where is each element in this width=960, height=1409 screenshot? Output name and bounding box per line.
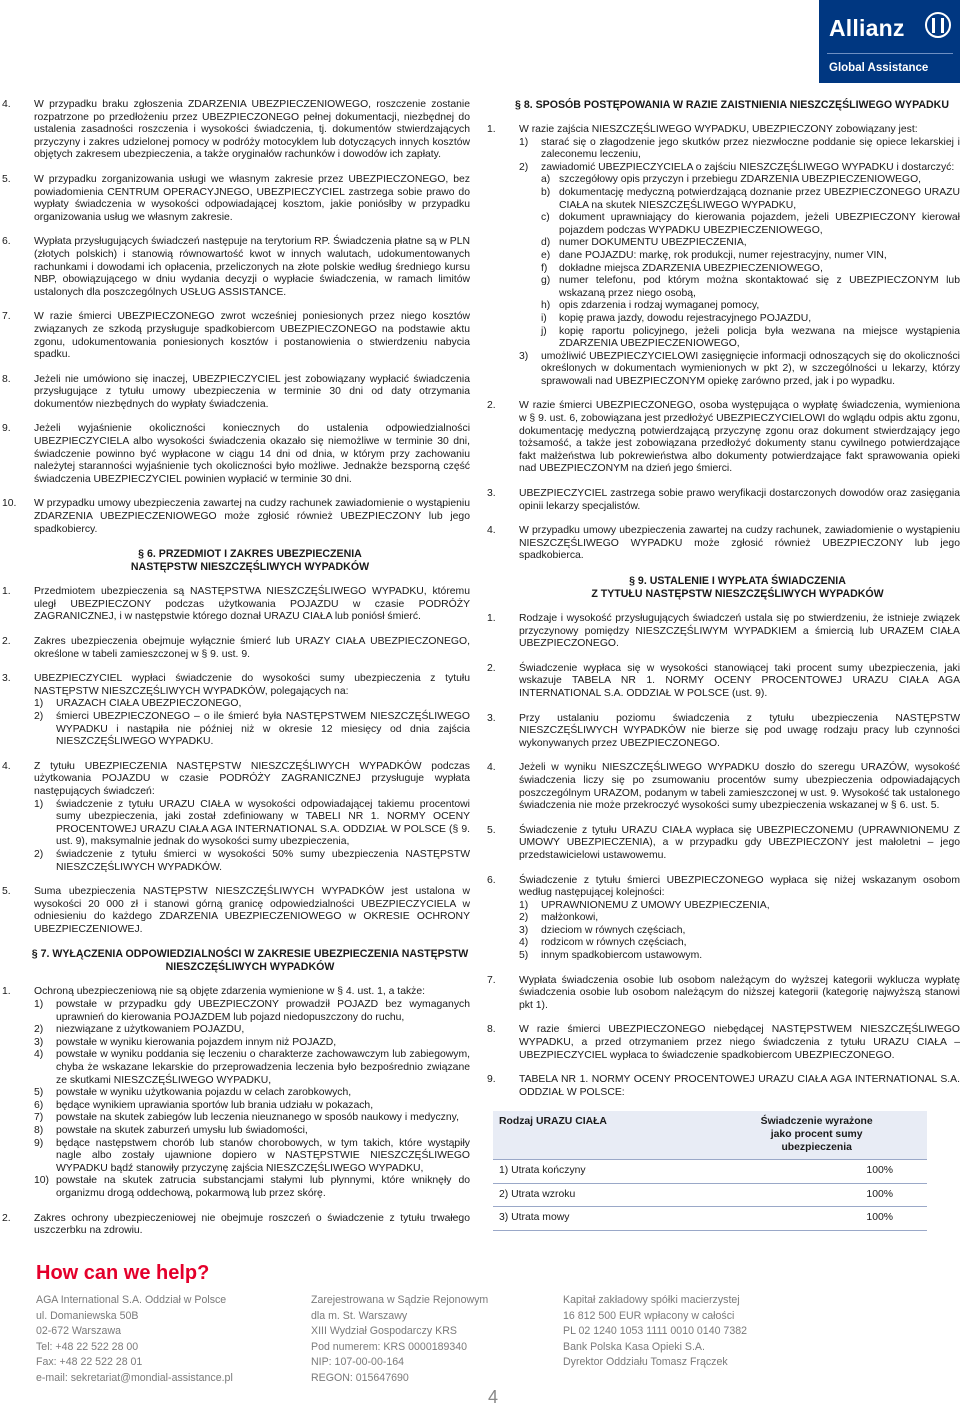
sub-list-item: b) dokumentację medyczną potwierdzającą doznanie przez UBEZPIECZONEGO URAZU CIAŁA na skutek NIESZCZĘŚLIWEGO WYPADKU, (541, 186, 960, 211)
table-cell-injury: 3) Utrata mowy (493, 1207, 706, 1231)
paragraph-text: Z tytułu UBEZPIECZENIA NASTĘPSTW NIESZCZĘŚLIWYCH WYPADKÓW podczas użytkowania POJAZDU w czasie PODRÓŻY ZAGRANICZNEJ przysługuje wypłata następujących świadczeń: (34, 760, 470, 797)
table-cell-injury: 1) Utrata kończyny (493, 1160, 706, 1184)
paragraph-text: Przedmiotem ubezpieczenia są NASTĘPSTWA NIESZCZĘŚLIWEGO WYPADKU, któremu uległ UBEZPIECZONY podczas użytkowania POJAZDU w czasie PODRÓŻY ZAGRANICZNEJ, i w następstwie którego doznał URAZU CIAŁA lub poniósł śmierć. (34, 586, 470, 623)
list-item: 2) małżonkowi, (519, 912, 599, 924)
list-item: 3) dzieciom w równych częściach, (519, 924, 686, 936)
footer-line: Tel: +48 22 522 28 00 (36, 1340, 139, 1353)
paragraph-text: Świadczenie wypłaca się w wysokości stanowiącej taki procent sumy ubezpieczenia, jaki wskazuje TABELA NR 1. NORMY OCENY PROCENTOWEJ URAZU CIAŁA AGA INTERNATIONAL S.A. ODDZIAŁ W POLSCE (ust. 9). (519, 662, 960, 699)
s6-paragraph-3: 3. UBEZPIECZYCIEL wypłaci świadczenie do wysokości sumy ubezpieczenia z tytułu NASTĘPSTW NIESZCZĘŚLIWYCH WYPADKÓW, polegających na: 1) URAZACH CIAŁA UBEZPIECZONEGO, 2) śmierci UBEZPIECZONEGO – o ile śmierć była NASTĘPSTWEM NIESZCZĘŚLIWEGO WYPADKU i nastąpiła nie później niż w okresie 12 miesięcy od dnia zajścia NIESZCZĘŚLIWEGO WYPADKU. (2, 673, 470, 748)
section-title-line2: NASTĘPSTW NIESZCZĘŚLIWYCH WYPADKÓW (130, 561, 370, 574)
brand-name: Allianz (829, 15, 905, 41)
list-item-text: opis zdarzenia i rodzaj wymaganej pomocy, (559, 300, 760, 312)
list-item: 5) powstałe w wyniku użytkowania pojazdu w celach zarobkowych, (34, 1087, 352, 1099)
table-cell-percent: 100% (706, 1183, 927, 1207)
s6-paragraph-2: 2. Zakres ubezpieczenia obejmuje wyłącznie śmierć lub URAZY CIAŁA UBEZPIECZONEGO, określone w tabeli zamieszczonej w § 9. ust. 9. (2, 636, 470, 660)
list-item-text: śmierci UBEZPIECZONEGO – o ile śmierć była NASTĘPSTWEM NIESZCZĘŚLIWEGO WYPADKU i nastąpiła nie później niż w okresie 12 miesięcy od dnia zajścia NIESZCZĘŚLIWEGO WYPADKU. (56, 710, 470, 748)
injury-table (493, 1111, 927, 1231)
table-header-row (493, 1111, 927, 1159)
table-row (493, 1160, 927, 1184)
paragraph-text: W razie zajścia NIESZCZĘŚLIWEGO WYPADKU, UBEZPIECZONY zobowiązany jest: (519, 124, 918, 135)
section-title-line2: Z TYTUŁU NASTĘPSTW NIESZCZĘŚLIWYCH WYPADKÓW (591, 588, 884, 600)
list-item: 3) powstałe w wyniku kierowania pojazdem innym niż POJAZD, (34, 1036, 337, 1048)
sub-list-item: c) dokument uprawniający do kierowania pojazdem, jeżeli UBEZPIECZONY kierował pojazdem podczas WYPADKU UBEZPIECZENIOWEGO, (541, 212, 960, 236)
table-row (493, 1183, 927, 1207)
paragraph-text: Wypłata świadczenia osobie lub osobom należącym do wyższej kategorii wyklucza wypłatę świadczenia osobie lub osobom należącym do niższej kategorii (kategorię najwyższą stanowi pkt 1). (519, 974, 960, 1011)
paragraph-text: W razie śmierci UBEZPIECZONEGO niebędącej NASTĘPSTWEM NIESZCZĘŚLIWEGO WYPADKU, a przed otrzymaniem przez niego świadczenia z tytułu URAZU CIAŁA – UBEZPIECZYCIEL wypłaca to świadczenie spadkobiercom UBEZPIECZONEGO. (519, 1024, 960, 1061)
footer-line: dla m. St. Warszawy (311, 1309, 408, 1322)
list-item: 7) powstałe na skutek zabiegów lub leczenia nieuznanego w sposób naukowy i medyczny, (34, 1112, 459, 1124)
list-item-text: URAZACH CIAŁA UBEZPIECZONEGO, (56, 698, 242, 710)
table-cell-percent: 100% (706, 1207, 927, 1231)
s9-paragraph-6: 6. Świadczenie z tytułu śmierci UBEZPIECZONEGO wypłaca się niżej wskazanym osobom według następującej kolejności: 1) UPRAWNIONEMU Z UMOWY UBEZPIECZENIA, 2) małżonkowi, 3) dzieciom w równych częściach, 4) rodzicom w równych częściach, 5) innym spadkobiercom ustawowym. (487, 874, 960, 962)
footer-line: 16 812 500 EUR wpłacony w całości (563, 1309, 735, 1322)
sub-list-item: g) numer telefonu, pod którym można skontaktować się z UBEZPIECZONYM lub wskazaną przez niego osobą, (541, 275, 960, 299)
list-item-text: świadczenie z tytułu śmierci w wysokości 50% sumy ubezpieczenia NASTĘPSTW NIESZCZĘŚLIWYCH WYPADKÓW. (56, 848, 470, 873)
footer-line: Fax: +48 22 522 28 01 (36, 1356, 143, 1368)
paragraph-text: Jeżeli nie umówiono się inaczej, UBEZPIECZYCIEL jest zobowiązany wypłacić świadczenia przysługujące z tytułu umowy ubezpieczenia w terminie 30 dni od daty otrzymania dokumentów niezbędnych do wypłaty świadczenia. (34, 373, 470, 410)
s8-paragraph-1: 1. W razie zajścia NIESZCZĘŚLIWEGO WYPADKU, UBEZPIECZONY zobowiązany jest: 1) starać się o złagodzenie jego skutków przez niezwłoczne poddanie się opiece lekarskiej i zaleconemu leczeniu, 2) zawiadomić UBEZPIECZYCIELA o zajściu NIESZCZĘŚLIWEGO WYPADKU i dostarczyć: a) szczegółowy opis przyczyn i przebiegu ZDARZENIA UBEZPIECZENIOWEGO, b) dokumentację medyczną potwierdzającą doznanie przez UBEZPIECZONEGO URAZU CIAŁA na skutek NIESZCZĘŚLIWEGO WYPADKU, c) dokument uprawniający do kierowania pojazdem, jeżeli UBEZPIECZONY kierował pojazdem podczas WYPADKU UBEZPIECZENIOWEGO, d) numer DOKUMENTU UBEZPIECZENIA, e) dane POJAZDU: markę, rok produkcji, numer rejestracyjny, numer VIN, f) dokładne miejsca ZDARZENIA UBEZPIECZENIOWEGO, g) numer telefonu, pod którym można skontaktować się z UBEZPIECZONYM lub wskazaną przez niego osobą, h) opis zdarzenia i rodzaj wymaganej pomocy, i) kopię prawa jazdy, dowodu rejestracyjnego POJAZDU, j) kopię raportu policyjnego, jeżeli policja była wezwana na miejsce wystąpienia ZDARZENIA UBEZPIECZENIOWEGO, 3) umożliwić UBEZPIECZYCIELOWI zasięgnięcie informacji odnoszących się do okoliczności określonych w dokumentach wymienionych w pkt 2), w szczególności u lekarzy, którzy sprawowali nad UBEZPIECZONYM opiekę zarówno przed, jak i po wypadku. (487, 124, 960, 387)
list-item: 9) będące następstwem chorób lub stanów chorobowych, w tym takich, które wystąpiły nagle albo zostały ujawnione dopiero w NASTĘPSTWIE NIESZCZĘŚLIWEGO WYPADKU bądź stanowiły przyczynę zajścia NIESZCZĘŚLIWEGO WYPADKU, (34, 1137, 470, 1174)
header-line: jako procent sumy (770, 1129, 863, 1140)
s9-paragraph-5: 5. Świadczenie z tytułu URAZU CIAŁA wypłaca się UBEZPIECZONEMU (UPRAWNIONEMU Z UMOWY UBEZPIECZENIA), a w przypadku gdy UBEZPIECZONY jest małoletni – jego przedstawicielowi ustawowemu. (487, 824, 960, 861)
footer-email[interactable]: e-mail: sekretariat@mondial-assistance.pl (36, 1371, 233, 1384)
s8-paragraph-4: 4. W przypadku umowy ubezpieczenia zawartej na cudzy rachunek, zawiadomienie o wystąpieniu NIESZCZĘŚLIWEGO WYPADKU może zgłosić również UBEZPIECZONY lub jego spadkobierca. (487, 525, 960, 562)
header-line: Świadczenie wyrażone (760, 1116, 873, 1128)
paragraph-text: Świadczenie z tytułu URAZU CIAŁA wypłaca się UBEZPIECZONEMU (UPRAWNIONEMU Z UMOWY UBEZPIECZENIA), a w przypadku gdy UBEZPIECZONY jest małoletni – jego przedstawicielowi ustawowemu. (519, 824, 960, 861)
footer-line: PL 02 1240 1053 1111 0010 0140 7382 (563, 1325, 747, 1337)
footer-registry (311, 1293, 488, 1386)
footer-line: REGON: 015647690 (311, 1371, 409, 1384)
list-item: 1) powstałe w przypadku gdy UBEZPIECZONY prowadził POJAZD bez wymaganych uprawnień do kierowania POJAZDEM lub pojazd niedopuszczony do ruchu, (34, 999, 470, 1023)
list-item: 4) powstałe w wyniku poddania się leczeniu o charakterze zachowawczym lub zabiegowym, chyba że wskazane lekarskie do przeprowadzenia leczenia było bezpośrednio związane ze skutkami NIESZCZĘŚLIWEGO WYPADKU, (34, 1049, 470, 1086)
section-7-heading (30, 948, 470, 974)
s6-paragraph-4: 4. Z tytułu UBEZPIECZENIA NASTĘPSTW NIESZCZĘŚLIWYCH WYPADKÓW podczas użytkowania POJAZDU w czasie PODRÓŻY ZAGRANICZNEJ przysługuje wypłata następujących świadczeń: 1) świadczenie z tytułu URAZU CIAŁA w wysokości odpowiadającej takiemu procentowi sumy ubezpieczenia, jaki został zdefiniowany w TABELI NR 1. NORMY OCENY PROCENTOWEJ URAZU CIAŁA AGA INTERNATIONAL S.A. ODDZIAŁ W POLSCE (§ 9. ust. 9), maksymalnie jednak do wysokości sumy ubezpieczenia, 2) świadczenie z tytułu śmierci w wysokości 50% sumy ubezpieczenia NASTĘPSTW NIESZCZĘŚLIWYCH WYPADKÓW. (2, 760, 470, 873)
list-item-text: numer telefonu, pod którym można skontaktować się z UBEZPIECZONYM lub wskazaną przez niego osobą, (559, 275, 960, 299)
table-header-percent (706, 1111, 927, 1159)
footer-line: NIP: 107-00-00-164 (311, 1356, 405, 1368)
list-item-text: niezwiązane z użytkowaniem POJAZDU, (56, 1024, 245, 1036)
allianz-logo (819, 0, 960, 83)
s9-paragraph-4: 4. Jeżeli w wyniku NIESZCZĘŚLIWEGO WYPADKU doszło do szeregu URAZÓW, wysokość świadczenia liczy się po zsumowaniu procentów sumy ubezpieczenia odpowiadających poszczególnym URAZOM, podanym w tabeli zamieszczonej w ust. 9. Wysokość tak ustalonego świadczenia nie może przekroczyć wysokości sumy ubezpieczenia wskazanej w § 6. ust. 5. (487, 762, 960, 812)
page-number: 4 (488, 1387, 499, 1407)
sub-list-item: e) dane POJAZDU: markę, rok produkcji, numer rejestracyjny, numer VIN, (541, 249, 887, 261)
list-item-text: rodzicom w równych częściach, (541, 937, 687, 949)
list-item-text: zawiadomić UBEZPIECZYCIELA o zajściu NIESZCZĘŚLIWEGO WYPADKU i dostarczyć: (541, 161, 955, 173)
list-item-text: dokument uprawniający do kierowania pojazdem, jeżeli UBEZPIECZONY kierował pojazdem podczas WYPADKU UBEZPIECZENIOWEGO, (559, 212, 960, 236)
sub-list-item: j) kopię raportu policyjnego, jeżeli policja była wezwana na miejsce wystąpienia ZDARZENIA UBEZPIECZENIOWEGO, (541, 325, 960, 350)
list-item-text: starać się o złagodzenie jego skutków przez niezwłoczne poddanie się opiece lekarskiej i zaleconemu leczeniu, (541, 136, 960, 161)
paragraph-8: 8. Jeżeli nie umówiono się inaczej, UBEZPIECZYCIEL jest zobowiązany wypłacić świadczenia przysługujące z tytułu umowy ubezpieczenia w terminie 30 dni od daty otrzymania dokumentów niezbędnych do wypłaty świadczenia. (2, 373, 470, 410)
list-item-text: szczegółowy opis przyczyn i przebiegu ZDARZENIA UBEZPIECZENIOWEGO, (559, 174, 922, 186)
s7-paragraph-1: 1. Ochroną ubezpieczeniową nie są objęte zdarzenia wymienione w § 4. ust. 1, a także: 1) powstałe w przypadku gdy UBEZPIECZONY prowadził POJAZD bez wymaganych uprawnień do kierowania POJAZDEM lub pojazd niedopuszczony do ruchu, 2) niezwiązane z użytkowaniem POJAZDU, 3) powstałe w wyniku kierowania pojazdem innym niż POJAZD, 4) powstałe w wyniku poddania się leczeniu o charakterze zachowawczym lub zabiegowym, chyba że wskazane lekarskie do przeprowadzenia leczenia było bezpośrednio związane ze skutkami NIESZCZĘŚLIWEGO WYPADKU, 5) powstałe w wyniku użytkowania pojazdu w celach zarobkowych, 6) będące wynikiem uprawiania sportów lub brania udziału w pokazach, 7) powstałe na skutek zabiegów lub leczenia nieuznanego w sposób naukowy i medyczny, 8) powstałe na skutek zaburzeń umysłu lub świadomości, 9) będące następstwem chorób lub stanów chorobowych, w tym takich, które wystąpiły nagle albo zostały ujawnione dopiero w NASTĘPSTWIE NIESZCZĘŚLIWEGO WYPADKU bądź stanowiły przyczynę zajścia NIESZCZĘŚLIWEGO WYPADKU, 10) powstałe na skutek zatrucia substancjami stałymi lub płynnymi, które wniknęły do organizmu drogą oddechową, pokarmową lub przez skórę. (2, 986, 470, 1199)
right-column (485, 99, 960, 1231)
paragraph-7: 7. W razie śmierci UBEZPIECZONEGO zwrot wcześniej poniesionych przez niego kosztów związanych ze szkodą przysługuje spadkobiercom UBEZPIECZONEGO na podstawie aktu zgonu, udokumentowania poniesionych kosztów i postanowienia o stwierdzeniu nabycia spadku. (2, 311, 470, 361)
s9-paragraph-1: 1. Rodzaje i wysokość przysługujących świadczeń ustala się po stwierdzeniu, że istnieje związek przyczynowy pomiędzy NIESZCZĘŚLIWYM WYPADKIEM a śmiercią lub URAZEM CIAŁA UBEZPIECZONEGO. (487, 613, 960, 650)
paragraph-text: Wypłata przysługujących świadczeń następuje na terytorium RP. Świadczenia płatne są w PLN (złotych polskich) i stanowią równowartość kwot w innych walutach, udokumentowanych rachunkami i dowodami ich opłacenia, przeliczonych na złote polskie według średniego kursu NBP, obowiązującego w dniu wydania decyzji o wypłacie świadczenia, w ramach limitów ustalonych dla poszczególnych USŁUG ASSISTANCE. (34, 236, 470, 298)
paragraph-text: Zakres ubezpieczenia obejmuje wyłącznie śmierć lub URAZY CIAŁA UBEZPIECZONEGO, określone w tabeli zamieszczonej w § 9. ust. 9. (34, 636, 470, 660)
list-item-text: powstałe w wyniku poddania się leczeniu o charakterze zachowawczym lub zabiegowym, chyba że wskazane lekarskie do przeprowadzenia leczenia było bezpośrednio związane ze skutkami NIESZCZĘŚLIWEGO WYPADKU, (56, 1049, 470, 1086)
list-item-text: będące wynikiem uprawiania sportów lub brania udziału w pokazach, (56, 1099, 374, 1111)
s8-paragraph-3: 3. UBEZPIECZYCIEL zastrzega sobie prawo weryfikacji dostarczonych dowodów oraz zasięgania opinii lekarzy specjalistów. (487, 488, 960, 512)
sub-list-item: a) szczegółowy opis przyczyn i przebiegu ZDARZENIA UBEZPIECZENIOWEGO, (541, 174, 922, 186)
logo-divider (827, 53, 953, 54)
section-6-heading (30, 548, 470, 574)
list-item-text: dokumentację medyczną potwierdzającą doznanie przez UBEZPIECZONEGO URAZU CIAŁA na skutek NIESZCZĘŚLIWEGO WYPADKU, (559, 186, 960, 211)
list-item: 10) powstałe na skutek zatrucia substancjami stałymi lub płynnymi, które wniknęły do organizmu drogą oddechową, pokarmową lub przez skórę. (34, 1175, 470, 1199)
footer-contact (36, 1293, 233, 1386)
brand-subtitle: Global Assistance (829, 62, 929, 74)
paragraph-text: W przypadku umowy ubezpieczenia zawartej na cudzy rachunek zawiadomienie o wystąpieniu ZDARZENIA UBEZPIECZENIOWEGO może zgłosić również UBEZPIECZONY lub jego spadkobiercy. (34, 498, 470, 535)
paragraph-text: W przypadku braku zgłoszenia ZDARZENIA UBEZPIECZENIOWEGO, roszczenie zostanie rozpatrzone po przedłożeniu przez UBEZPIECZONEGO pełnej dokumentacji, niezbędnej do ustalenia zasadności roszczenia i wysokości świadczenia, tj. dokumentów stwierdzających przyczyny i zakres udzielonej pomocy w podróży motocyklem lub dotyczących innych kosztów objętych zakresem ubezpieczenia, a także oryginałów rachunków i dowodów ich zapłaty. (34, 99, 470, 161)
list-item-text: powstałe na skutek zabiegów lub leczenia nieuznanego w sposób naukowy i medyczny, (56, 1112, 459, 1124)
section-title: § 6. PRZEDMIOT I ZAKRES UBEZPIECZENIA (138, 548, 362, 561)
paragraph-text: W przypadku umowy ubezpieczenia zawartej na cudzy rachunek, zawiadomienie o wystąpieniu NIESZCZĘŚLIWEGO WYPADKU może zgłosić również UBEZPIECZONY lub jego spadkobierca. (519, 525, 960, 562)
table-cell-percent: 100% (706, 1160, 927, 1184)
paragraph-4: 4. W przypadku braku zgłoszenia ZDARZENIA UBEZPIECZENIOWEGO, roszczenie zostanie rozpatrzone po przedłożeniu przez UBEZPIECZONEGO pełnej dokumentacji, niezbędnej do ustalenia zasadności roszczenia i wysokości świadczenia, tj. dokumentów stwierdzających przyczyny i zakres udzielonej pomocy w podróży motocyklem lub dotyczących innych kosztów objętych zakresem ubezpieczenia, a także oryginałów rachunków i dowodów ich zapłaty. (2, 99, 470, 161)
footer-line: AGA International S.A. Oddział w Polsce (36, 1294, 227, 1306)
table-cell-injury: 2) Utrata wzroku (493, 1183, 706, 1207)
paragraph-text: Świadczenie z tytułu śmierci UBEZPIECZONEGO wypłaca się niżej wskazanym osobom według następującej kolejności: (519, 874, 960, 899)
s6-paragraph-5: 5. Suma ubezpieczenia NASTĘPSTW NIESZCZĘŚLIWYCH WYPADKÓW jest ustalona w wysokości 20 000 zł i stanowi górną granicę odpowiedzialności UBEZPIECZYCIELA w odniesieniu do każdego ZDARZENIA UBEZPIECZENIOWEGO w OKRESIE OCHRONY UBEZPIECZENIOWEJ. (2, 886, 470, 935)
footer-line: ul. Domaniewska 50B (36, 1309, 139, 1322)
footer-line: Zarejestrowana w Sądzie Rejonowym (311, 1294, 489, 1306)
section-8-heading: § 8. SPOSÓB POSTĘPOWANIA W RAZIE ZAISTNIENIA NIESZCZĘŚLIWEGO WYPADKU (515, 99, 949, 111)
s8-paragraph-2: 2. W razie śmierci UBEZPIECZONEGO, osoba występująca o wypłatę świadczenia, wymieniona w § 9. ust. 6, zobowiązana jest przedłożyć UBEZPIECZYCIELOWI do wglądu odpis aktu zgonu, dokumentację medyczną potwierdzającą przyczynę zgonu oraz dokument stwierdzający jego tożsamość, a także jest zobowiązana przedłożyć dokumenty stanu cywilnego potwierdzające fakt małżeństwa lub pokrewieństwa albo dokumenty potwierdzające fakt sprawowania opieki nad UBEZPIECZONYM na dzień jego śmierci. (487, 400, 960, 475)
left-column (0, 99, 470, 1250)
list-item: 1) UPRAWNIONEMU Z UMOWY UBEZPIECZENIA, (519, 899, 770, 911)
list-item-text: powstałe na skutek zatrucia substancjami stałymi lub płynnymi, które wniknęły do organizmu drogą oddechową, pokarmową lub przez skórę. (56, 1175, 470, 1199)
s9-paragraph-2: 2. Świadczenie wypłaca się w wysokości stanowiącej taki procent sumy ubezpieczenia, jaki wskazuje TABELA NR 1. NORMY OCENY PROCENTOWEJ URAZU CIAŁA AGA INTERNATIONAL S.A. ODDZIAŁ W POLSCE (ust. 9). (487, 662, 960, 699)
list-item: 4) rodzicom w równych częściach, (519, 937, 687, 949)
allianz-eagle-icon (925, 12, 951, 38)
paragraph-text: W przypadku zorganizowania usługi we własnym zakresie przez UBEZPIECZONEGO, bez powiadomienia CENTRUM OPERACYJNEGO, UBEZPIECZYCIEL zastrzega sobie prawo do wypłaty świadczenia w wysokości odpowiadającej kosztom, jakie poniósłby w przypadku organizowania usług we własnym zakresie. (34, 173, 470, 223)
paragraph-text: Ochroną ubezpieczeniową nie są objęte zdarzenia wymienione w § 4. ust. 1, a także: (34, 986, 426, 998)
list-item-text: powstałe w przypadku gdy UBEZPIECZONY prowadził POJAZD bez wymaganych uprawnień do kierowania POJAZDEM lub pojazd niedopuszczony do ruchu, (56, 999, 470, 1023)
paragraph-text: W razie śmierci UBEZPIECZONEGO zwrot wcześniej poniesionych przez niego kosztów związanych ze szkodą przysługuje spadkobiercom UBEZPIECZONEGO na podstawie aktu zgonu, udokumentowania poniesionych kosztów i postanowienia o stwierdzeniu nabycia spadku. (34, 311, 470, 361)
list-item: 8) powstałe na skutek zaburzeń umysłu lub świadomości, (34, 1125, 308, 1136)
list-item-text: powstałe w wyniku użytkowania pojazdu w celach zarobkowych, (56, 1087, 352, 1099)
s9-paragraph-7: 7. Wypłata świadczenia osobie lub osobom należącym do wyższej kategorii wyklucza wypłatę świadczenia osobie lub osobom należącym do niższej kategorii (kategorię najwyższą stanowi pkt 1). (487, 974, 960, 1011)
footer-line: Bank Polska Kasa Opieki S.A. (563, 1340, 705, 1353)
section-title-line2: NIESZCZĘŚLIWYCH WYPADKÓW (165, 961, 335, 974)
paragraph-text: W razie śmierci UBEZPIECZONEGO, osoba występująca o wypłatę świadczenia, wymieniona w § 9. ust. 6, zobowiązana jest przedłożyć UBEZPIECZYCIELOWI do wglądu odpis aktu zgonu, dokumentację medyczną potwierdzającą przyczynę zgonu oraz dokument stwierdzający jego tożsamość, a także jest zobowiązana przedłożyć dokumenty stanu cywilnego potwierdzające fakt małżeństwa lub pokrewieństwa albo dokumenty potwierdzające fakt sprawowania opieki nad UBEZPIECZONYM na dzień jego śmierci. (519, 400, 960, 475)
list-item: 2) świadczenie z tytułu śmierci w wysokości 50% sumy ubezpieczenia NASTĘPSTW NIESZCZĘŚLIWYCH WYPADKÓW. (34, 848, 470, 873)
footer-line: XIII Wydział Gospodarczy KRS (311, 1325, 457, 1337)
list-item: 5) innym spadkobiercom ustawowym. (519, 950, 703, 962)
table-row (493, 1207, 927, 1231)
paragraph-text: Suma ubezpieczenia NASTĘPSTW NIESZCZĘŚLIWYCH WYPADKÓW jest ustalona w wysokości 20 000 zł i stanowi górną granicę odpowiedzialności UBEZPIECZYCIELA w odniesieniu do każdego ZDARZENIA UBEZPIECZENIOWEGO w OKRESIE OCHRONY UBEZPIECZENIOWEJ. (34, 886, 470, 935)
footer-line: Dyrektor Oddziału Tomasz Frączek (563, 1356, 728, 1368)
list-item: 1) URAZACH CIAŁA UBEZPIECZONEGO, (34, 698, 242, 710)
paragraph-10: 10. W przypadku umowy ubezpieczenia zawartej na cudzy rachunek zawiadomienie o wystąpieniu ZDARZENIA UBEZPIECZENIOWEGO może zgłosić również UBEZPIECZONY lub jego spadkobiercy. (2, 498, 470, 535)
list-item: 1) starać się o złagodzenie jego skutków przez niezwłoczne poddanie się opiece lekarskiej i zaleconemu leczeniu, (519, 136, 960, 161)
paragraph-5: 5. W przypadku zorganizowania usługi we własnym zakresie przez UBEZPIECZONEGO, bez powiadomienia CENTRUM OPERACYJNEGO, UBEZPIECZYCIEL zastrzega sobie prawo do wypłaty świadczenia w wysokości odpowiadającej kosztom, jakie poniósłby w przypadku organizowania usług we własnym zakresie. (2, 173, 470, 223)
list-item: 6) będące wynikiem uprawiania sportów lub brania udziału w pokazach, (34, 1099, 374, 1111)
s7-paragraph-2: 2. Zakres ochrony ubezpieczeniowej nie obejmuje roszczeń o świadczenie z tytułu trwałego uszczerbku na zdrowiu. (2, 1212, 470, 1237)
footer-capital (563, 1293, 747, 1371)
s6-paragraph-1: 1. Przedmiotem ubezpieczenia są NASTĘPSTWA NIESZCZĘŚLIWEGO WYPADKU, któremu uległ UBEZPIECZONY podczas użytkowania POJAZDU w czasie PODRÓŻY ZAGRANICZNEJ, i w następstwie którego doznał URAZU CIAŁA lub poniósł śmierć. (2, 586, 470, 623)
s9-paragraph-3: 3. Przy ustalaniu poziomu świadczenia z tytułu ubezpieczenia NASTĘPSTW NIESZCZĘŚLIWYCH WYPADKÓW nie bierze się pod uwagę rodzaju pracy lub czynności wykonywanych przez UBEZPIECZONEGO. (487, 712, 960, 749)
footer-title: How can we help? (36, 1262, 210, 1284)
sub-list-item: i) kopię prawa jazdy, dowodu rejestracyjnego POJAZDU, (541, 312, 812, 324)
table-header-injury: Rodzaj URAZU CIAŁA (493, 1111, 706, 1159)
list-item-text: UPRAWNIONEMU Z UMOWY UBEZPIECZENIA, (541, 899, 770, 911)
paragraph-text: Jeżeli wyjaśnienie okoliczności koniecznych do ustalenia odpowiedzialności UBEZPIECZYCIELA albo wysokości świadczenia okazało się niemożliwe w terminie 30 dni, świadczenie powinno być wypłacone w ciągu 14 dni od dnia, w którym przy zachowaniu należytej staranności wyjaśnienie tych okoliczności było możliwe. Jednakże bezsporną część świadczenia UBEZPIECZYCIEL powinien wypłacić w terminie 30 dni. (34, 423, 470, 485)
sub-list-item: h) opis zdarzenia i rodzaj wymaganej pomocy, (541, 300, 760, 312)
footer-line: Kapitał zakładowy spółki macierzystej (563, 1294, 740, 1306)
sub-list-item: d) numer DOKUMENTU UBEZPIECZENIA, (541, 237, 747, 249)
paragraph-text: Jeżeli w wyniku NIESZCZĘŚLIWEGO WYPADKU doszło do szeregu URAZÓW, wysokość świadczenia liczy się po zsumowaniu procentów sumy ubezpieczenia odpowiadających poszczególnym URAZOM, podanym w tabeli zamieszczonej w ust. 9. Wysokość tak ustalonego świadczenia nie może przekroczyć wysokości sumy ubezpieczenia wskazanej w § 6. ust. 5. (519, 762, 960, 812)
paragraph-text: Rodzaje i wysokość przysługujących świadczeń ustala się po stwierdzeniu, że istnieje związek przyczynowy pomiędzy NIESZCZĘŚLIWYM WYPADKIEM a śmiercią lub URAZEM CIAŁA UBEZPIECZONEGO. (519, 613, 960, 650)
list-item-text: małżonkowi, (541, 912, 599, 924)
paragraph-text: Przy ustalaniu poziomu świadczenia z tytułu ubezpieczenia NASTĘPSTW NIESZCZĘŚLIWYCH WYPADKÓW nie bierze się pod uwagę rodzaju pracy lub czynności wykonywanych przez UBEZPIECZONEGO. (519, 712, 960, 749)
list-item-text: kopię prawa jazdy, dowodu rejestracyjnego POJAZDU, (559, 312, 812, 324)
list-item-text: numer DOKUMENTU UBEZPIECZENIA, (559, 237, 747, 249)
paragraph-text: TABELA NR 1. NORMY OCENY PROCENTOWEJ URAZU CIAŁA AGA INTERNATIONAL S.A. ODDZIAŁ W POLSCE: (519, 1074, 960, 1098)
s9-paragraph-9: 9. TABELA NR 1. NORMY OCENY PROCENTOWEJ URAZU CIAŁA AGA INTERNATIONAL S.A. ODDZIAŁ W POLSCE: (487, 1074, 960, 1098)
list-item-text: powstałe na skutek zaburzeń umysłu lub świadomości, (56, 1125, 308, 1136)
footer-line: Pod numerem: KRS 0000189340 (311, 1340, 468, 1353)
list-item-text: innym spadkobiercom ustawowym. (541, 950, 703, 962)
list-item-text: powstałe w wyniku kierowania pojazdem innym niż POJAZD, (56, 1036, 337, 1048)
s9-paragraph-8: 8. W razie śmierci UBEZPIECZONEGO niebędącej NASTĘPSTWEM NIESZCZĘŚLIWEGO WYPADKU, a przed otrzymaniem przez niego świadczenia z tytułu URAZU CIAŁA – UBEZPIECZYCIEL wypłaca to świadczenie spadkobiercom UBEZPIECZONEGO. (487, 1024, 960, 1061)
list-item: 3) umożliwić UBEZPIECZYCIELOWI zasięgnięcie informacji odnoszących się do okoliczności określonych w dokumentach wymienionych w pkt 2), w szczególności u lekarzy, którzy sprawowali nad UBEZPIECZONYM opiekę zarówno przed, jak i po wypadku. (519, 350, 960, 387)
paragraph-9: 9. Jeżeli wyjaśnienie okoliczności koniecznych do ustalenia odpowiedzialności UBEZPIECZYCIELA albo wysokości świadczenia okazało się niemożliwe w terminie 30 dni, świadczenie powinno być wypłacone w ciągu 14 dni od dnia, w którym przy zachowaniu należytej staranności wyjaśnienie tych okoliczności było możliwe. Jednakże bezsporną część świadczenia UBEZPIECZYCIEL powinien wypłacić w terminie 30 dni. (2, 423, 470, 485)
section-title: § 9. USTALENIE I WYPŁATA ŚWIADCZENIA (629, 575, 846, 587)
list-item-text: dane POJAZDU: markę, rok produkcji, numer rejestracyjny, numer VIN, (559, 249, 887, 261)
list-item: 1) świadczenie z tytułu URAZU CIAŁA w wysokości odpowiadającej takiemu procentowi sumy ubezpieczenia, jaki został zdefiniowany w TABELI NR 1. NORMY OCENY PROCENTOWEJ URAZU CIAŁA AGA INTERNATIONAL S.A. ODDZIAŁ W POLSCE (§ 9. ust. 9), maksymalnie jednak do wysokości sumy ubezpieczenia, (34, 798, 470, 848)
paragraph-text: Zakres ochrony ubezpieczeniowej nie obejmuje roszczeń o świadczenie z tytułu trwałego uszczerbku na zdrowiu. (34, 1212, 470, 1237)
list-item-text: umożliwić UBEZPIECZYCIELOWI zasięgnięcie informacji odnoszących się do okoliczności określonych w dokumentach wymienionych w pkt 2), w szczególności u lekarzy, którzy sprawowali nad UBEZPIECZONYM opiekę zarówno przed, jak i po wypadku. (541, 350, 960, 387)
list-item-text: kopię raportu policyjnego, jeżeli policja była wezwana na miejsce wystąpienia ZDARZENIA UBEZPIECZENIOWEGO, (559, 325, 960, 350)
list-item: 2) niezwiązane z użytkowaniem POJAZDU, (34, 1024, 245, 1036)
header-line: ubezpieczenia (781, 1141, 852, 1153)
paragraph-6: 6. Wypłata przysługujących świadczeń następuje na terytorium RP. Świadczenia płatne są w PLN (złotych polskich) i stanowią równowartość kwot w innych walutach, udokumentowanych rachunkami i dowodami ich opłacenia, przeliczonych na złote polskie według średniego kursu NBP, obowiązującego w dniu wydania decyzji o wypłacie świadczenia, w ramach limitów ustalonych dla poszczególnych USŁUG ASSISTANCE. (2, 236, 470, 298)
list-item: 2) śmierci UBEZPIECZONEGO – o ile śmierć była NASTĘPSTWEM NIESZCZĘŚLIWEGO WYPADKU i nastąpiła nie później niż w okresie 12 miesięcy od dnia zajścia NIESZCZĘŚLIWEGO WYPADKU. (34, 710, 470, 748)
section-title: § 7. WYŁĄCZENIA ODPOWIEDZIALNOŚCI W ZAKRESIE UBEZPIECZENIA NASTĘPSTW (31, 948, 469, 961)
list-item-text: dzieciom w równych częściach, (541, 924, 686, 936)
paragraph-text: UBEZPIECZYCIEL wypłaci świadczenie do wysokości sumy ubezpieczenia z tytułu NASTĘPSTW NIESZCZĘŚLIWYCH WYPADKÓW, polegających na: (34, 673, 470, 697)
section-9-heading (515, 575, 960, 601)
list-item-text: dokładne miejsca ZDARZENIA UBEZPIECZENIOWEGO, (559, 262, 823, 274)
list-item-text: świadczenie z tytułu URAZU CIAŁA w wysokości odpowiadającej takiemu procentowi sumy ubezpieczenia, jaki został zdefiniowany w TABELI NR 1. NORMY OCENY PROCENTOWEJ URAZU CIAŁA AGA INTERNATIONAL S.A. ODDZIAŁ W POLSCE (§ 9. ust. 9), maksymalnie jednak do wysokości sumy ubezpieczenia, (56, 798, 470, 848)
sub-list-item: f) dokładne miejsca ZDARZENIA UBEZPIECZENIOWEGO, (541, 262, 823, 274)
footer-line: 02-672 Warszawa (36, 1325, 121, 1337)
list-item: 2) zawiadomić UBEZPIECZYCIELA o zajściu NIESZCZĘŚLIWEGO WYPADKU i dostarczyć: a) szczegółowy opis przyczyn i przebiegu ZDARZENIA UBEZPIECZENIOWEGO, b) dokumentację medyczną potwierdzającą doznanie przez UBEZPIECZONEGO URAZU CIAŁA na skutek NIESZCZĘŚLIWEGO WYPADKU, c) dokument uprawniający do kierowania pojazdem, jeżeli UBEZPIECZONY kierował pojazdem podczas WYPADKU UBEZPIECZENIOWEGO, d) numer DOKUMENTU UBEZPIECZENIA, e) dane POJAZDU: markę, rok produkcji, numer rejestracyjny, numer VIN, f) dokładne miejsca ZDARZENIA UBEZPIECZENIOWEGO, g) numer telefonu, pod którym można skontaktować się z UBEZPIECZONYM lub wskazaną przez niego osobą, h) opis zdarzenia i rodzaj wymaganej pomocy, i) kopię prawa jazdy, dowodu rejestracyjnego POJAZDU, j) kopię raportu policyjnego, jeżeli policja była wezwana na miejsce wystąpienia ZDARZENIA UBEZPIECZENIOWEGO, (519, 161, 960, 350)
list-item-text: będące następstwem chorób lub stanów chorobowych, w tym takich, które wystąpiły nagle albo zostały ujawnione dopiero w NASTĘPSTWIE NIESZCZĘŚLIWEGO WYPADKU bądź stanowiły przyczynę zajścia NIESZCZĘŚLIWEGO WYPADKU, (56, 1137, 470, 1174)
paragraph-text: UBEZPIECZYCIEL zastrzega sobie prawo weryfikacji dostarczonych dowodów oraz zasięgania opinii lekarzy specjalistów. (519, 488, 960, 512)
